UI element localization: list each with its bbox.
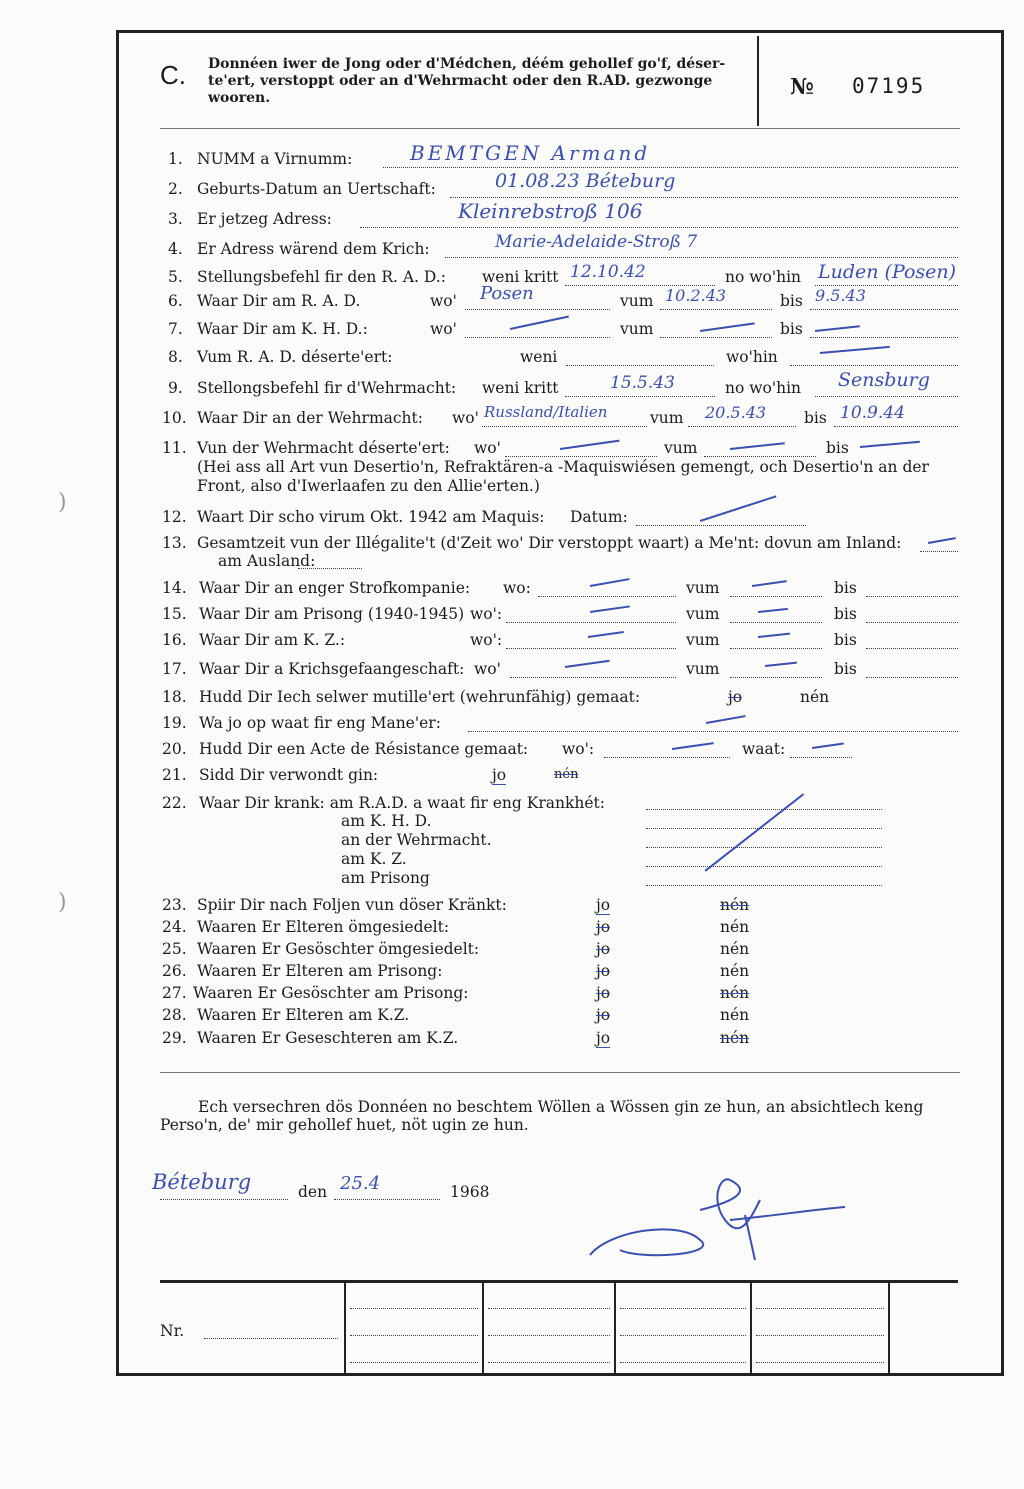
row-10-wo-label: wo' <box>452 409 479 427</box>
row-13-ausland-label: am Ausland: <box>218 552 316 570</box>
row-17-wo-label: wo' <box>474 660 501 678</box>
row-17-from-field[interactable] <box>730 676 822 678</box>
row-20-waat-label: waat: <box>742 740 786 758</box>
row-2-number: 2. <box>168 180 183 198</box>
row-16-vum-label: vum <box>686 631 720 649</box>
row-16-to-field[interactable] <box>866 647 958 649</box>
row-24-label: Waaren Er Elteren ömgesiedelt: <box>197 918 450 936</box>
footer-top-rule <box>160 1280 958 1283</box>
row-8-number: 8. <box>168 348 183 366</box>
row-11-place-field[interactable] <box>505 455 657 457</box>
row-7-bis-label: bis <box>780 320 803 338</box>
row-14-label: Waar Dir an enger Strofkompanie: <box>199 579 471 597</box>
row-13-number: 13. <box>162 534 187 552</box>
row-4-value: Marie-Adelaide-Stroß 7 <box>495 232 698 252</box>
row-10-place-field[interactable] <box>482 425 647 427</box>
row-23-number: 23. <box>162 896 187 914</box>
row-5-number: 5. <box>168 268 183 286</box>
row-20-place-field[interactable] <box>604 756 730 758</box>
row-11-number: 11. <box>162 439 187 457</box>
row-6-label: Waar Dir am R. A. D. <box>197 292 361 310</box>
row-17-place-field[interactable] <box>510 676 676 678</box>
row-25-jo-option[interactable]: jo <box>596 940 611 958</box>
row-4-field[interactable] <box>445 256 958 258</box>
row-9-number: 9. <box>168 379 183 397</box>
row-8-date-field[interactable] <box>566 364 714 366</box>
declaration-separator <box>160 1072 960 1073</box>
row-2-value: 01.08.23 Béteburg <box>495 170 676 192</box>
binder-hole-mark-2: ) <box>58 890 67 915</box>
row-22-rad-field[interactable] <box>646 808 882 810</box>
footer-col-divider-1 <box>344 1283 346 1375</box>
footer-cell-4-line-2[interactable] <box>756 1334 884 1336</box>
row-21-nen-option[interactable]: nén <box>554 767 579 782</box>
row-21-jo-option[interactable]: jo <box>492 766 507 784</box>
row-29-jo-option[interactable]: jo <box>596 1029 611 1047</box>
row-27-number: 27. <box>162 984 187 1002</box>
row-29-nen-option[interactable]: nén <box>720 1029 750 1047</box>
row-24-nen-option[interactable]: nén <box>720 918 750 936</box>
row-6-number: 6. <box>168 292 183 310</box>
row-9-place-field[interactable] <box>815 395 958 397</box>
row-15-number: 15. <box>162 605 187 623</box>
footer-cell-1-line-3[interactable] <box>350 1361 478 1363</box>
row-9-place: Sensburg <box>838 369 930 391</box>
row-8-wohin-label: wo'hin <box>726 348 778 366</box>
row-9-date: 15.5.43 <box>610 373 675 393</box>
row-19-number: 19. <box>162 714 187 732</box>
header-divider <box>757 36 759 126</box>
row-6-place: Posen <box>480 283 534 304</box>
row-24-number: 24. <box>162 918 187 936</box>
row-13-label: Gesamtzeit vun der Illégalite't (d'Zeit wo' Dir verstoppt waart) a Me'nt: dovun am Inland: <box>197 534 902 552</box>
header-separator <box>160 128 960 129</box>
row-3-value: Kleinrebstroß 106 <box>458 199 643 223</box>
row-14-number: 14. <box>162 579 187 597</box>
row-22-wehrmacht-field[interactable] <box>646 846 882 848</box>
row-14-from-field[interactable] <box>730 595 822 597</box>
row-14-wo-label: wo: <box>503 579 531 597</box>
row-5-nowohin-label: no wo'hin <box>725 268 802 286</box>
row-11-vum-label: vum <box>664 439 698 457</box>
row-3-label: Er jetzeg Adress: <box>197 210 332 228</box>
footer-cell-1-line-2[interactable] <box>350 1334 478 1336</box>
row-5-weni-label: weni kritt <box>482 268 559 286</box>
row-6-place-field[interactable] <box>465 308 610 310</box>
footer-cell-4-line-3[interactable] <box>756 1361 884 1363</box>
footer-cell-3-line-1[interactable] <box>620 1307 746 1309</box>
row-17-bis-label: bis <box>834 660 857 678</box>
row-1-field[interactable] <box>383 166 958 168</box>
footer-col-divider-5 <box>888 1283 890 1375</box>
row-10-number: 10. <box>162 409 187 427</box>
row-12-label: Waart Dir scho virum Okt. 1942 am Maquis: <box>197 508 545 526</box>
row-28-number: 28. <box>162 1006 187 1024</box>
row-10-label: Waar Dir an der Wehrmacht: <box>197 409 423 427</box>
row-6-wo-label: wo' <box>430 292 457 310</box>
place-field[interactable] <box>160 1198 288 1200</box>
row-26-nen-option[interactable]: nén <box>720 962 750 980</box>
row-15-wo-label: wo': <box>470 605 503 623</box>
row-18-nen-option[interactable]: nén <box>800 688 830 706</box>
row-15-bis-label: bis <box>834 605 857 623</box>
row-6-to-field[interactable] <box>810 308 958 310</box>
row-11-label: Vun der Wehrmacht déserte'ert: <box>197 439 450 457</box>
row-20-label: Hudd Dir een Acte de Résistance gemaat: <box>199 740 529 758</box>
row-12-number: 12. <box>162 508 187 526</box>
row-11-bis-label: bis <box>826 439 849 457</box>
footer-cell-1-line-1[interactable] <box>350 1307 478 1309</box>
row-16-bis-label: bis <box>834 631 857 649</box>
footer-col-divider-2 <box>482 1283 484 1375</box>
row-4-label: Er Adress wärend dem Krich: <box>197 240 430 258</box>
row-22-kz-field[interactable] <box>646 865 882 867</box>
row-12-date-field[interactable] <box>636 524 806 526</box>
row-23-nen-option[interactable]: nén <box>720 896 750 914</box>
row-6-from: 10.2.43 <box>665 286 727 305</box>
row-3-number: 3. <box>168 210 183 228</box>
row-13-ausland-field[interactable] <box>298 567 362 569</box>
row-7-vum-label: vum <box>620 320 654 338</box>
row-10-from: 20.5.43 <box>705 403 767 422</box>
row-13-inland-field[interactable] <box>920 550 958 552</box>
row-25-label: Waaren Er Gesöschter ömgesiedelt: <box>197 940 480 958</box>
row-7-to-field[interactable] <box>810 336 958 338</box>
row-27-jo-option[interactable]: jo <box>596 984 611 1002</box>
footer-cell-2-line-3[interactable] <box>488 1361 610 1363</box>
row-16-wo-label: wo': <box>470 631 503 649</box>
row-14-vum-label: vum <box>686 579 720 597</box>
row-29-number: 29. <box>162 1029 187 1047</box>
row-21-label: Sidd Dir verwondt gin: <box>199 766 379 784</box>
row-22-sub-4: am Prisong <box>341 869 430 887</box>
row-11-note-line-2: Front, also d'Iwerlaafen zu den Allie'erten.) <box>197 477 540 495</box>
row-15-from-field[interactable] <box>730 621 822 623</box>
row-29-label: Waaren Er Geseschteren am K.Z. <box>197 1029 459 1047</box>
footer-col-divider-3 <box>614 1283 616 1375</box>
row-9-nowohin-label: no wo'hin <box>725 379 802 397</box>
year-label: 1968 <box>450 1183 490 1201</box>
row-23-jo-option[interactable]: jo <box>596 896 611 914</box>
footer-nr-field[interactable] <box>204 1337 338 1339</box>
row-9-date-field[interactable] <box>565 395 715 397</box>
row-10-from-field[interactable] <box>688 425 796 427</box>
row-16-from-field[interactable] <box>730 647 822 649</box>
declaration-place: Béteburg <box>152 1170 252 1194</box>
row-4-number: 4. <box>168 240 183 258</box>
row-17-vum-label: vum <box>686 660 720 678</box>
row-7-place-field[interactable] <box>465 336 610 338</box>
form-title: Donnéen iwer de Jong oder d'Médchen, déém gehollef go'f, déser-te'ert, verstoppt oder an d'Wehrmacht oder den R.AD. gezwonge wooren. <box>208 56 726 106</box>
row-16-place-field[interactable] <box>506 647 676 649</box>
row-9-label: Stellongsbefehl fir d'Wehrmacht: <box>197 379 457 397</box>
row-23-label: Spiir Dir nach Foljen vun döser Kränkt: <box>197 896 507 914</box>
row-24-jo-option[interactable]: jo <box>596 918 611 936</box>
row-1-label: NUMM a Virnumm: <box>197 150 353 168</box>
row-1-number: 1. <box>168 150 183 168</box>
row-26-number: 26. <box>162 962 187 980</box>
row-14-bis-label: bis <box>834 579 857 597</box>
row-11-wo-label: wo' <box>474 439 501 457</box>
row-28-jo-option[interactable]: jo <box>596 1006 611 1024</box>
footer-cell-3-line-2[interactable] <box>620 1334 746 1336</box>
row-8-weni-label: weni <box>520 348 558 366</box>
number-sign: № <box>790 74 814 100</box>
row-20-wo-label: wo': <box>562 740 595 758</box>
row-3-field[interactable] <box>360 226 958 228</box>
row-27-label: Waaren Er Gesöschter am Prisong: <box>193 984 469 1002</box>
row-1-value: BEMTGEN Armand <box>410 141 651 165</box>
footer-cell-4-line-1[interactable] <box>756 1307 884 1309</box>
row-12-datum-label: Datum: <box>570 508 628 526</box>
row-10-to-field[interactable] <box>834 425 958 427</box>
row-6-to: 9.5.43 <box>815 286 866 305</box>
row-15-to-field[interactable] <box>866 621 958 623</box>
row-19-label: Wa jo op waat fir eng Mane'er: <box>199 714 441 732</box>
row-9-weni-label: weni kritt <box>482 379 559 397</box>
row-28-nen-option[interactable]: nén <box>720 1006 750 1024</box>
row-28-label: Waaren Er Elteren am K.Z. <box>197 1006 410 1024</box>
row-15-place-field[interactable] <box>506 621 676 623</box>
row-7-wo-label: wo' <box>430 320 457 338</box>
footer-col-divider-4 <box>750 1283 752 1375</box>
row-15-vum-label: vum <box>686 605 720 623</box>
row-25-nen-option[interactable]: nén <box>720 940 750 958</box>
binder-hole-mark-1: ) <box>58 490 67 515</box>
footer-cell-2-line-1[interactable] <box>488 1307 610 1309</box>
declaration-line-1: Ech versechren dös Donnéen no beschtem Wöllen a Wössen gin ze hun, an absichtlech keng <box>198 1098 924 1116</box>
declaration-line-2: Perso'n, de' mir gehollef huet, nöt ugin ze hun. <box>160 1116 529 1134</box>
row-22-sub-3: am K. Z. <box>341 850 407 868</box>
row-10-bis-label: bis <box>804 409 827 427</box>
row-17-number: 17. <box>162 660 187 678</box>
row-20-waat-field[interactable] <box>790 756 852 758</box>
row-19-field[interactable] <box>468 730 958 732</box>
form-number: 07195 <box>852 74 926 98</box>
row-22-khd-field[interactable] <box>646 827 882 829</box>
row-2-field[interactable] <box>450 196 958 198</box>
row-7-from-field[interactable] <box>660 336 772 338</box>
footer-nr-label: Nr. <box>160 1322 185 1340</box>
row-7-number: 7. <box>168 320 183 338</box>
row-7-label: Waar Dir am K. H. D.: <box>197 320 368 338</box>
row-27-nen-option[interactable]: nén <box>720 984 750 1002</box>
row-26-jo-option[interactable]: jo <box>596 962 611 980</box>
row-25-number: 25. <box>162 940 187 958</box>
row-22-sub-2: an der Wehrmacht. <box>341 831 492 849</box>
row-5-label: Stellungsbefehl fir den R. A. D.: <box>197 268 446 286</box>
row-10-place: Russland/Italien <box>484 403 608 421</box>
row-6-bis-label: bis <box>780 292 803 310</box>
row-10-to: 10.9.44 <box>840 403 905 423</box>
row-2-label: Geburts-Datum an Uertschaft: <box>197 180 436 198</box>
row-18-jo-option[interactable]: jo <box>728 688 743 706</box>
row-10-vum-label: vum <box>650 409 684 427</box>
footer-cell-3-line-3[interactable] <box>620 1361 746 1363</box>
row-22-label: Waar Dir krank: am R.A.D. a waat fir eng Krankhét: <box>199 794 605 812</box>
row-5-place: Luden (Posen) <box>818 261 957 283</box>
row-6-from-field[interactable] <box>660 308 772 310</box>
row-8-label: Vum R. A. D. déserte'ert: <box>197 348 393 366</box>
footer-cell-2-line-2[interactable] <box>488 1334 610 1336</box>
section-letter: C. <box>160 60 186 90</box>
row-22-sub-1: am K. H. D. <box>341 812 432 830</box>
row-18-number: 18. <box>162 688 187 706</box>
row-18-label: Hudd Dir Iech selwer mutille'ert (wehrunfähig) gemaat: <box>199 688 641 706</box>
row-14-to-field[interactable] <box>866 595 958 597</box>
row-6-vum-label: vum <box>620 292 654 310</box>
date-field[interactable] <box>334 1198 440 1200</box>
row-26-label: Waaren Er Elteren am Prisong: <box>197 962 443 980</box>
row-14-place-field[interactable] <box>538 595 676 597</box>
row-21-number: 21. <box>162 766 187 784</box>
row-17-label: Waar Dir a Krichsgefaangeschaft: <box>199 660 465 678</box>
declaration-date: 25.4 <box>340 1173 381 1194</box>
row-5-date: 12.10.42 <box>570 262 646 282</box>
row-11-note-line-1: (Hei ass all Art vun Desertio'n, Refraktären-a -Maquiswiésen gemengt, och Desertio'n an der <box>197 458 929 476</box>
row-16-label: Waar Dir am K. Z.: <box>199 631 346 649</box>
row-20-number: 20. <box>162 740 187 758</box>
row-22-prisong-field[interactable] <box>646 884 882 886</box>
row-15-label: Waar Dir am Prisong (1940-1945) <box>199 605 465 623</box>
row-17-to-field[interactable] <box>866 676 958 678</box>
den-label: den <box>298 1183 328 1201</box>
row-16-number: 16. <box>162 631 187 649</box>
row-8-place-field[interactable] <box>790 364 958 366</box>
row-11-from-field[interactable] <box>704 455 816 457</box>
signature-icon <box>580 1160 860 1270</box>
row-22-number: 22. <box>162 794 187 812</box>
